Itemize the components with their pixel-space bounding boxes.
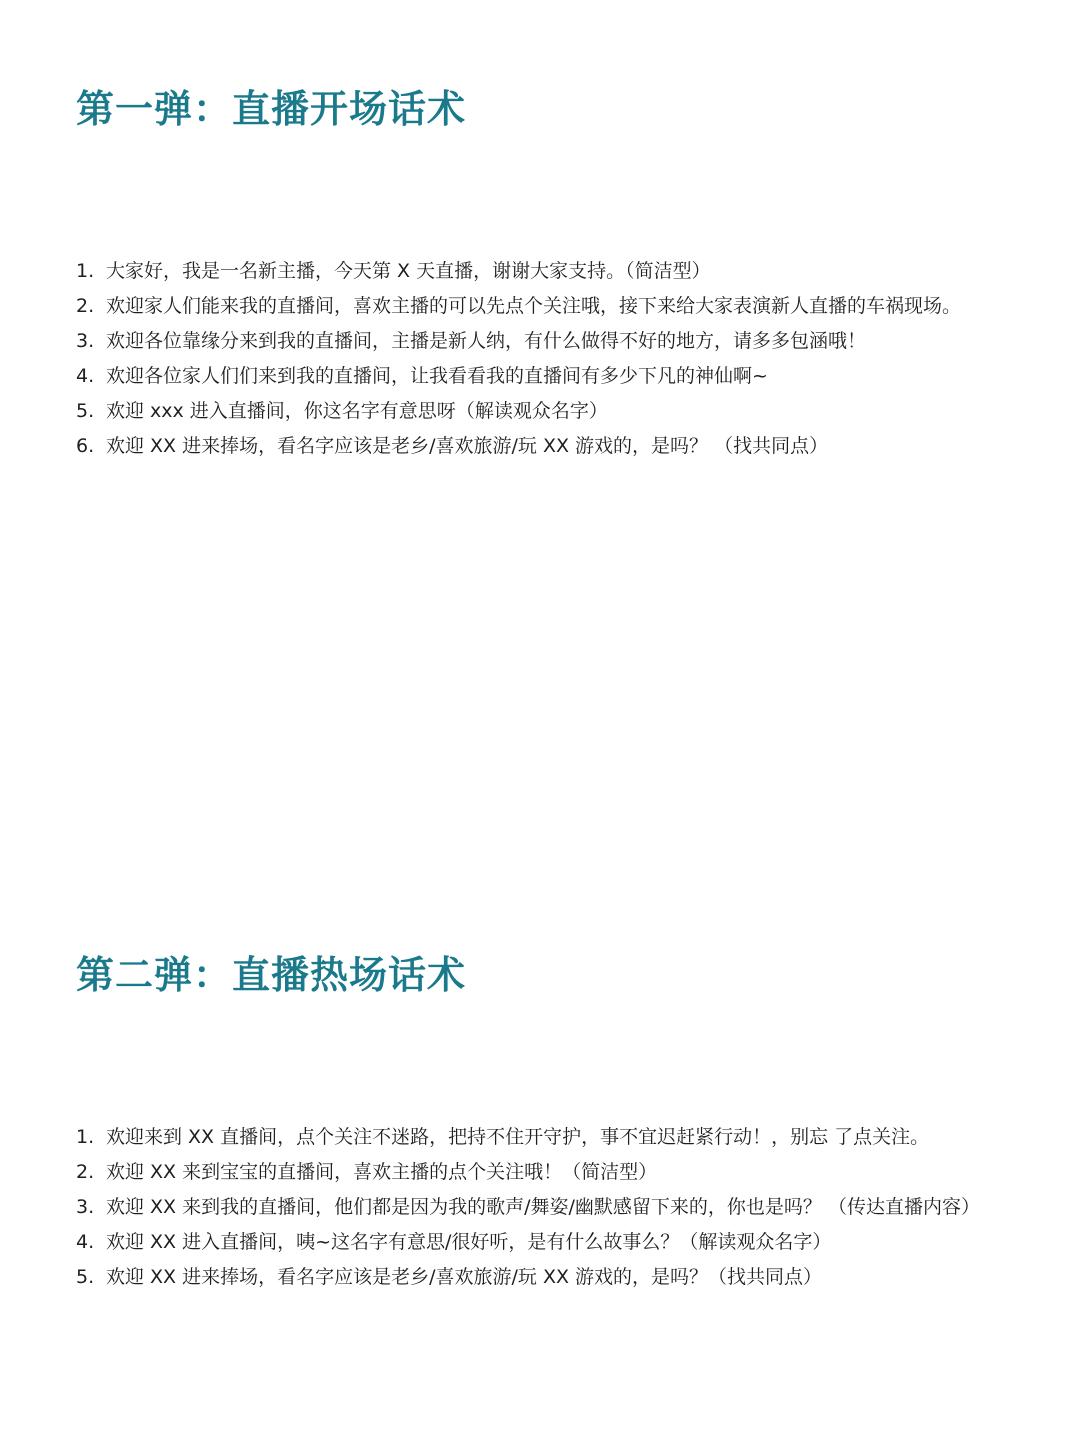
- list-item: [76, 1225, 1006, 1260]
- script-list: [76, 1120, 1006, 1295]
- item-number: 6.: [76, 435, 95, 457]
- item-text: 欢迎 XX 进来捧场，看名字应该是老乡/喜欢旅游/玩 XX 游戏的，是吗？（找共同点）: [106, 1266, 823, 1288]
- item-number: 3.: [76, 1196, 95, 1218]
- section-title: 第二弹：直播热场话术: [76, 953, 467, 997]
- list-item: [76, 289, 1006, 324]
- list-item: [76, 394, 1006, 429]
- list-item: [76, 324, 1006, 359]
- item-text: 欢迎 XX 进来捧场，看名字应该是老乡/喜欢旅游/玩 XX 游戏的，是吗？ （找共同点）: [106, 435, 829, 457]
- item-number: 4.: [76, 365, 95, 387]
- list-item: [76, 1120, 1006, 1155]
- item-number: 5.: [76, 400, 95, 422]
- item-text: 欢迎 XX 来到我的直播间，他们都是因为我的歌声/舞姿/幽默感留下来的，你也是吗？ （传达直播内容）: [106, 1196, 980, 1218]
- item-number: 2.: [76, 1161, 95, 1183]
- item-text: 欢迎家人们能来我的直播间，喜欢主播的可以先点个关注哦，接下来给大家表演新人直播的车祸现场。: [106, 295, 962, 317]
- list-item: [76, 1190, 1006, 1225]
- item-text: 欢迎 XX 进入直播间，咦~这名字有意思/很好听，是有什么故事么？（解读观众名字）: [106, 1231, 832, 1253]
- item-number: 1.: [76, 1126, 95, 1148]
- script-list: [76, 254, 1006, 464]
- list-item: [76, 1155, 1006, 1190]
- item-text: 欢迎 XX 来到宝宝的直播间，喜欢主播的点个关注哦！（简洁型）: [106, 1161, 658, 1183]
- item-text: 欢迎 xxx 进入直播间，你这名字有意思呀（解读观众名字）: [106, 400, 608, 422]
- list-item: [76, 359, 1006, 394]
- section-title: 第一弹：直播开场话术: [76, 87, 467, 131]
- item-number: 4.: [76, 1231, 95, 1253]
- item-number: 3.: [76, 330, 95, 352]
- item-number: 2.: [76, 295, 95, 317]
- list-item: [76, 1260, 1006, 1295]
- item-text: 欢迎各位家人们们来到我的直播间，让我看看我的直播间有多少下凡的神仙啊~: [106, 365, 768, 387]
- list-item: [76, 254, 1006, 289]
- item-text: 欢迎来到 XX 直播间，点个关注不迷路，把持不住开守护，事不宜迟赶紧行动！，别忘 了点关注。: [106, 1126, 930, 1148]
- item-number: 1.: [76, 260, 95, 282]
- item-text: 欢迎各位靠缘分来到我的直播间，主播是新人纳，有什么做得不好的地方，请多多包涵哦！: [106, 330, 867, 352]
- list-item: [76, 429, 1006, 464]
- item-text: 大家好，我是一名新主播，今天第 X 天直播，谢谢大家支持。（简洁型）: [106, 260, 711, 282]
- item-number: 5.: [76, 1266, 95, 1288]
